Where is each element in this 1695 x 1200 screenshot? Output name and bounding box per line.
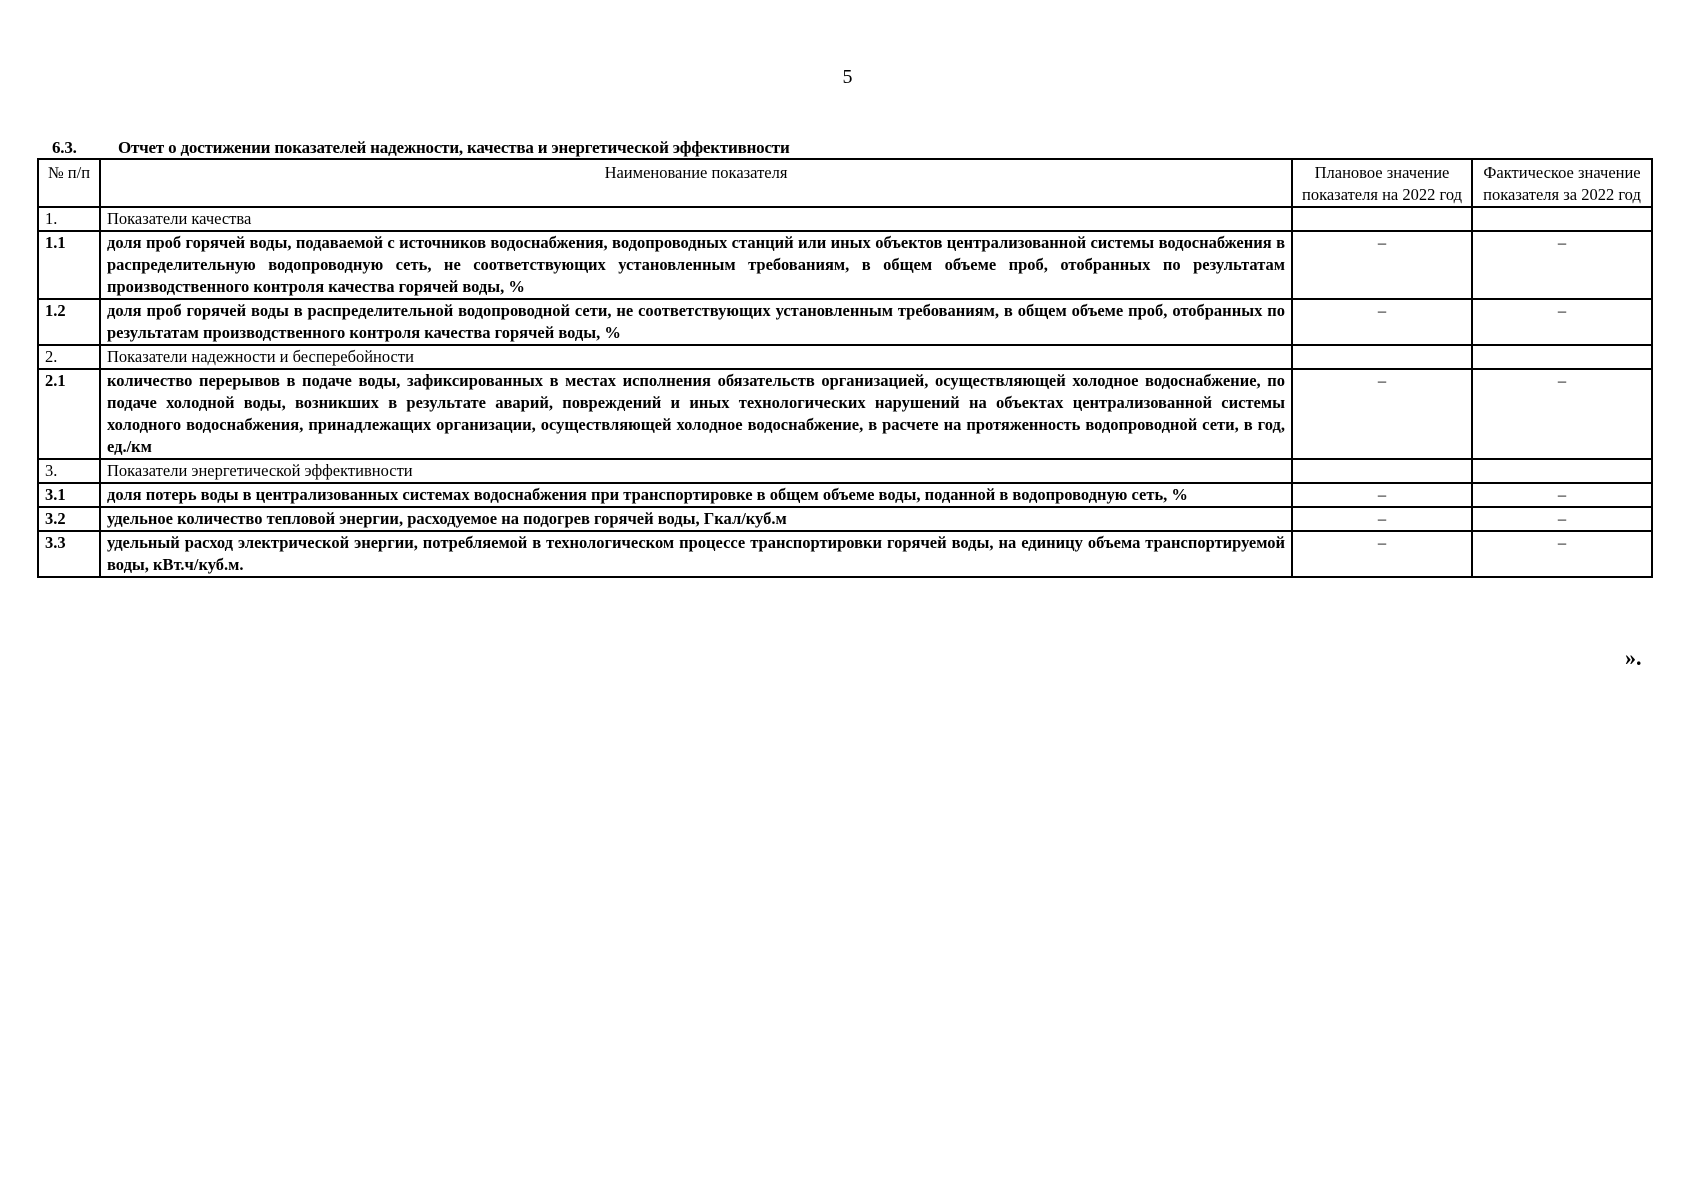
row-planned-value: – xyxy=(1292,369,1472,459)
table-row xyxy=(38,369,1652,459)
row-planned-value: – xyxy=(1292,299,1472,345)
row-indicator-name: Показатели энергетической эффективности xyxy=(100,459,1292,483)
row-planned-value: – xyxy=(1292,483,1472,507)
table-row xyxy=(38,531,1652,577)
row-planned-value xyxy=(1292,345,1472,369)
row-actual-value: – xyxy=(1472,299,1652,345)
row-planned-value: – xyxy=(1292,507,1472,531)
row-actual-value xyxy=(1472,207,1652,231)
row-number: 2.1 xyxy=(38,369,100,459)
table-row xyxy=(38,507,1652,531)
row-number: 3. xyxy=(38,459,100,483)
row-actual-value: – xyxy=(1472,507,1652,531)
section-heading xyxy=(52,138,790,158)
row-number: 1.2 xyxy=(38,299,100,345)
row-planned-value xyxy=(1292,459,1472,483)
table-row xyxy=(38,483,1652,507)
row-number: 1. xyxy=(38,207,100,231)
closing-quote-mark: ». xyxy=(1625,645,1642,670)
row-indicator-name: удельное количество тепловой энергии, расходуемое на подогрев горячей воды, Гкал/куб.м xyxy=(100,507,1292,531)
row-indicator-name: доля потерь воды в централизованных системах водоснабжения при транспортировке в общем объеме воды, поданной в водопроводную сеть, % xyxy=(100,483,1292,507)
row-planned-value xyxy=(1292,207,1472,231)
indicators-table xyxy=(37,158,1653,578)
row-indicator-name: Показатели надежности и бесперебойности xyxy=(100,345,1292,369)
row-indicator-name: доля проб горячей воды в распределительной водопроводной сети, не соответствующих установленным требованиям, в общем объеме проб, отобранных по результатам производственного контроля качества горячей воды, % xyxy=(100,299,1292,345)
row-number: 2. xyxy=(38,345,100,369)
row-actual-value: – xyxy=(1472,531,1652,577)
row-number: 3.2 xyxy=(38,507,100,531)
table-row xyxy=(38,231,1652,299)
page-number: 5 xyxy=(842,66,853,88)
row-actual-value: – xyxy=(1472,483,1652,507)
row-actual-value: – xyxy=(1472,369,1652,459)
row-actual-value xyxy=(1472,345,1652,369)
row-planned-value: – xyxy=(1292,231,1472,299)
table-row xyxy=(38,299,1652,345)
row-number: 3.3 xyxy=(38,531,100,577)
header-planned-value: Плановое значение показателя на 2022 год xyxy=(1292,159,1472,207)
table-row xyxy=(38,207,1652,231)
header-actual-value: Фактическое значение показателя за 2022 год xyxy=(1472,159,1652,207)
row-planned-value: – xyxy=(1292,531,1472,577)
row-indicator-name: доля проб горячей воды, подаваемой с источников водоснабжения, водопроводных станций или иных объектов централизованной системы водоснабжения в распределительную водопроводную сеть, не соответствующих установленным требованиям, в общем объеме проб, отобранных по результатам производственного контроля качества горячей воды, % xyxy=(100,231,1292,299)
row-number: 3.1 xyxy=(38,483,100,507)
header-indicator-name: Наименование показателя xyxy=(100,159,1292,207)
table-row xyxy=(38,345,1652,369)
section-title: Отчет о достижении показателей надежности, качества и энергетической эффективности xyxy=(118,138,790,157)
header-number: № п/п xyxy=(38,159,100,207)
row-indicator-name: Показатели качества xyxy=(100,207,1292,231)
row-number: 1.1 xyxy=(38,231,100,299)
row-indicator-name: удельный расход электрической энергии, потребляемой в технологическом процессе транспортировки горячей воды, на единицу объема транспортируемой воды, кВт.ч/куб.м. xyxy=(100,531,1292,577)
row-actual-value: – xyxy=(1472,231,1652,299)
section-number: 6.3. xyxy=(52,138,77,157)
table-row xyxy=(38,459,1652,483)
table-header-row xyxy=(38,159,1652,207)
row-indicator-name: количество перерывов в подаче воды, зафиксированных в местах исполнения обязательств организацией, осуществляющей холодное водоснабжение, по подаче холодной воды, возникших в результате аварий, повреждений и иных технологических нарушений на объектах централизованной системы холодного водоснабжения, принадлежащих организации, осуществляющей холодное водоснабжение, в расчете на протяженность водопроводной сети, в год, ед./км xyxy=(100,369,1292,459)
row-actual-value xyxy=(1472,459,1652,483)
